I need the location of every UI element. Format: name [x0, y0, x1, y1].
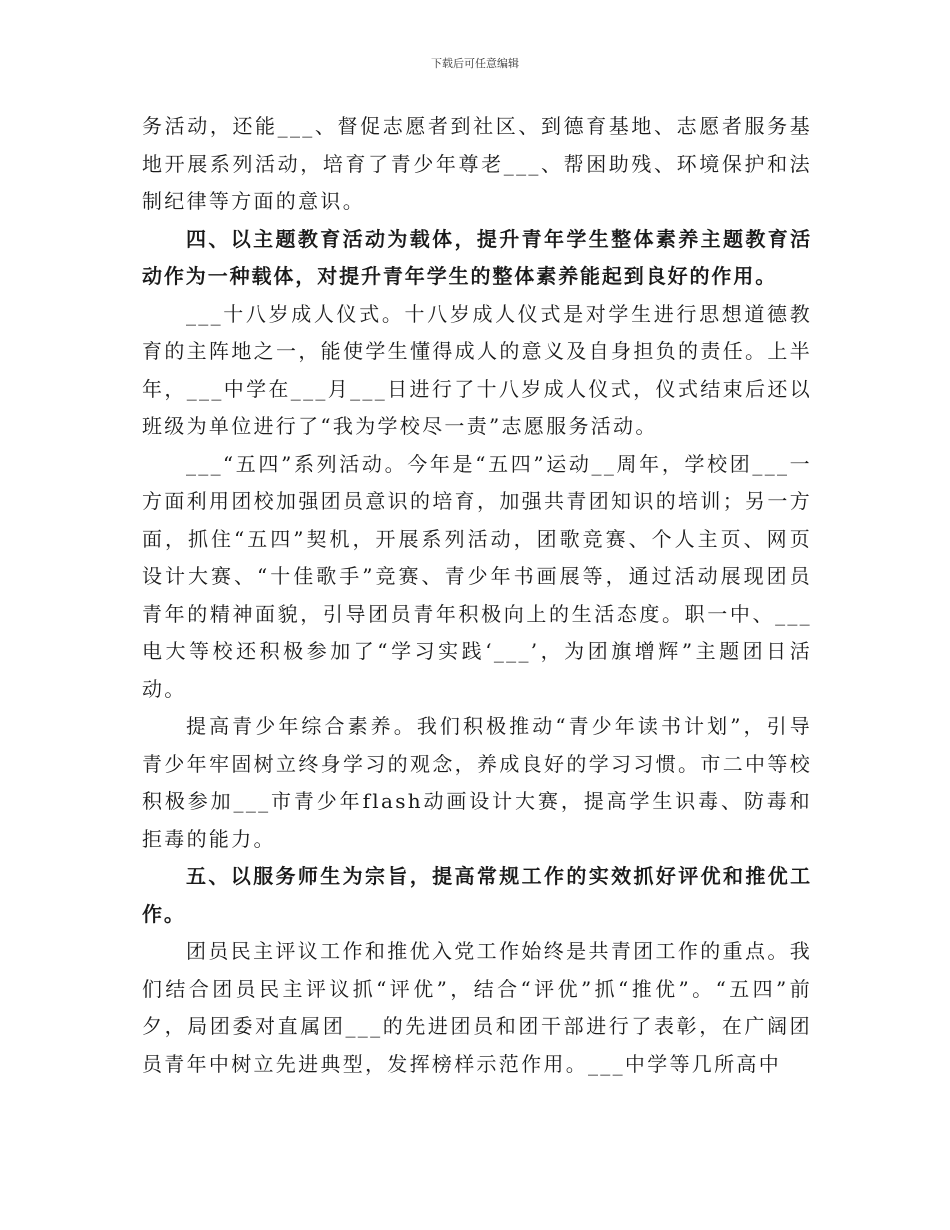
paragraph-coming-of-age: ___十八岁成人仪式。十八岁成人仪式是对学生进行思想道德教育的主阵地之一，能使学生懂得成人的意义及自身担负的责任。上半年，___中学在___月___日进行了十八岁成人仪式，仪式结束后还以班级为单位进行了“我为学校尽一责”志愿服务活动。 [142, 301, 812, 438]
page-header: 下载后可任意编辑 [431, 57, 519, 70]
section-heading-5: 五、以服务师生为宗旨，提高常规工作的实效抓好评优和推优工作。 [142, 864, 812, 926]
paragraph-literacy: 提高青少年综合素养。我们积极推动“青少年读书计划”，引导青少年牢固树立终身学习的观念，养成良好的学习习惯。市二中等校积极参加___市青少年flash动画设计大赛，提高学生识毒、防毒和拒毒的能力。 [142, 714, 812, 851]
document-body [142, 108, 812, 1083]
paragraph-continuation: 务活动，还能___、督促志愿者到社区、到德育基地、志愿者服务基地开展系列活动，培育了青少年尊老___、帮困助残、环境保护和法制纪律等方面的意识。 [142, 114, 812, 213]
paragraph-may-fourth: ___“五四”系列活动。今年是“五四”运动__周年，学校团___一方面利用团校加强团员意识的培育，加强共青团知识的培训；另一方面，抓住“五四”契机，开展系列活动，团歌竞赛、个人主页、网页设计大赛、“十佳歌手”竞赛、青少年书画展等，通过活动展现团员青年的精神面貌，引导团员青年积极向上的生活态度。职一中、___电大等校还积极参加了“学习实践‘___’，为团旗增辉”主题团日活动。 [142, 451, 812, 701]
section-heading-4: 四、以主题教育活动为载体，提升青年学生整体素养主题教育活动作为一种载体，对提升青年学生的整体素养能起到良好的作用。 [142, 226, 812, 288]
paragraph-evaluation: 团员民主评议工作和推优入党工作始终是共青团工作的重点。我们结合团员民主评议抓“评优”，结合“评优”抓“推优”。“五四”前夕，局团委对直属团___的先进团员和团干部进行了表彰，在广阔团员青年中树立先进典型，发挥榜样示范作用。___中学等几所高中 [142, 939, 812, 1076]
